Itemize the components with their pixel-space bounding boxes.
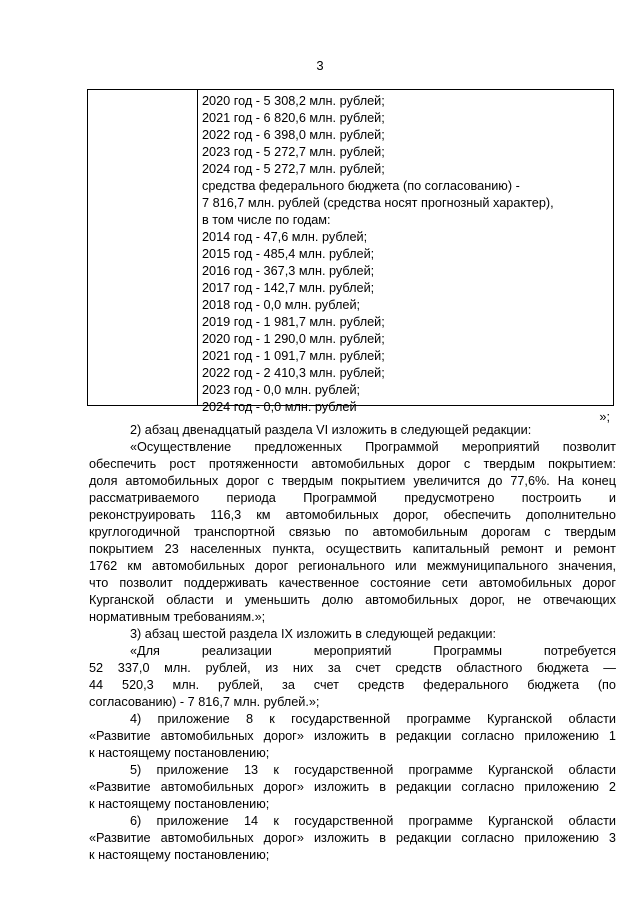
table-line: 2022 год - 6 398,0 млн. рублей; <box>202 128 385 142</box>
body-line: «Развитие автомобильных дорог» изложить в редакции согласно приложению 1 <box>89 729 616 743</box>
paragraph-5-heading: 5) приложение 13 к государственной программе Курганской области <box>130 763 616 777</box>
body-line: к настоящему постановлению; <box>89 848 270 862</box>
body-line: нормативным требованиям.»; <box>89 610 266 624</box>
table-line: 2019 год - 1 981,7 млн. рублей; <box>202 315 385 329</box>
table-line: 7 816,7 млн. рублей (средства носят прогнозный характер), <box>202 196 554 210</box>
body-line: круглогодичной транспортной связью по автомобильным дорогам с твердым <box>89 525 616 539</box>
table-line: 2021 год - 1 091,7 млн. рублей; <box>202 349 385 363</box>
body-line: «Развитие автомобильных дорог» изложить в редакции согласно приложению 3 <box>89 831 616 845</box>
table-funding-cell <box>202 93 607 416</box>
table-line: 2016 год - 367,3 млн. рублей; <box>202 264 375 278</box>
body-line: «Осуществление предложенных Программой мероприятий позволит <box>130 440 616 454</box>
page-number: 3 <box>316 58 324 73</box>
table-line: 2014 год - 47,6 млн. рублей; <box>202 230 368 244</box>
table-line: 2018 год - 0,0 млн. рублей; <box>202 298 361 312</box>
body-line: к настоящему постановлению; <box>89 797 270 811</box>
body-line: обеспечить рост протяженности автомобильных дорог с твердым покрытием: <box>89 457 616 471</box>
body-line: 44 520,3 млн. рублей, за счет средств федерального бюджета (по <box>89 678 616 692</box>
body-line: «Развитие автомобильных дорог» изложить в редакции согласно приложению 2 <box>89 780 616 794</box>
body-line: 1762 км автомобильных дорог регионального или межмуниципального значения, <box>89 559 616 573</box>
paragraph-4-heading: 4) приложение 8 к государственной программе Курганской области <box>130 712 616 726</box>
table-line: 2017 год - 142,7 млн. рублей; <box>202 281 375 295</box>
body-line: к настоящему постановлению; <box>89 746 270 760</box>
table-line: 2024 год - 5 272,7 млн. рублей; <box>202 162 385 176</box>
table-line: 2015 год - 485,4 млн. рублей; <box>202 247 375 261</box>
body-line: что позволит поддерживать качественное состояние сети автомобильных дорог <box>89 576 616 590</box>
table-line: 2023 год - 0,0 млн. рублей; <box>202 383 361 397</box>
body-line: покрытием 23 населенных пункта, осуществить капитальный ремонт и ремонт <box>89 542 616 556</box>
paragraph-2-heading: 2) абзац двенадцатый раздела VI изложить в следующей редакции: <box>130 423 532 437</box>
table-line: 2020 год - 5 308,2 млн. рублей; <box>202 94 385 108</box>
table-line: 2020 год - 1 290,0 млн. рублей; <box>202 332 385 346</box>
table-line: 2023 год - 5 272,7 млн. рублей; <box>202 145 385 159</box>
table-line: в том числе по годам: <box>202 213 331 227</box>
table-column-divider <box>197 89 198 406</box>
table-line: 2021 год - 6 820,6 млн. рублей; <box>202 111 385 125</box>
body-line: рассматриваемого периода Программой предусмотрено построить и <box>89 491 616 505</box>
table-line: средства федерального бюджета (по согласованию) - <box>202 179 520 193</box>
table-closing-quote: »; <box>599 410 610 424</box>
amendments-body <box>89 422 616 864</box>
table-line: 2022 год - 2 410,3 млн. рублей; <box>202 366 385 380</box>
body-line: «Для реализации мероприятий Программы потребуется <box>130 644 616 658</box>
body-line: согласованию) - 7 816,7 млн. рублей.»; <box>89 695 320 709</box>
paragraph-6-heading: 6) приложение 14 к государственной программе Курганской области <box>130 814 616 828</box>
body-line: доля автомобильных дорог с твердым покрытием увеличится до 77,6%. На конец <box>89 474 616 488</box>
body-line: 52 337,0 млн. рублей, из них за счет средств областного бюджета — <box>89 661 616 675</box>
body-line: Курганской области и уменьшить долю автомобильных дорог, не отвечающих <box>89 593 616 607</box>
table-line: 2024 год - 0,0 млн. рублей <box>202 400 357 414</box>
body-line: реконструировать 116,3 км автомобильных дорог, обеспечить дополнительно <box>89 508 616 522</box>
paragraph-3-heading: 3) абзац шестой раздела IX изложить в следующей редакции: <box>130 627 497 641</box>
